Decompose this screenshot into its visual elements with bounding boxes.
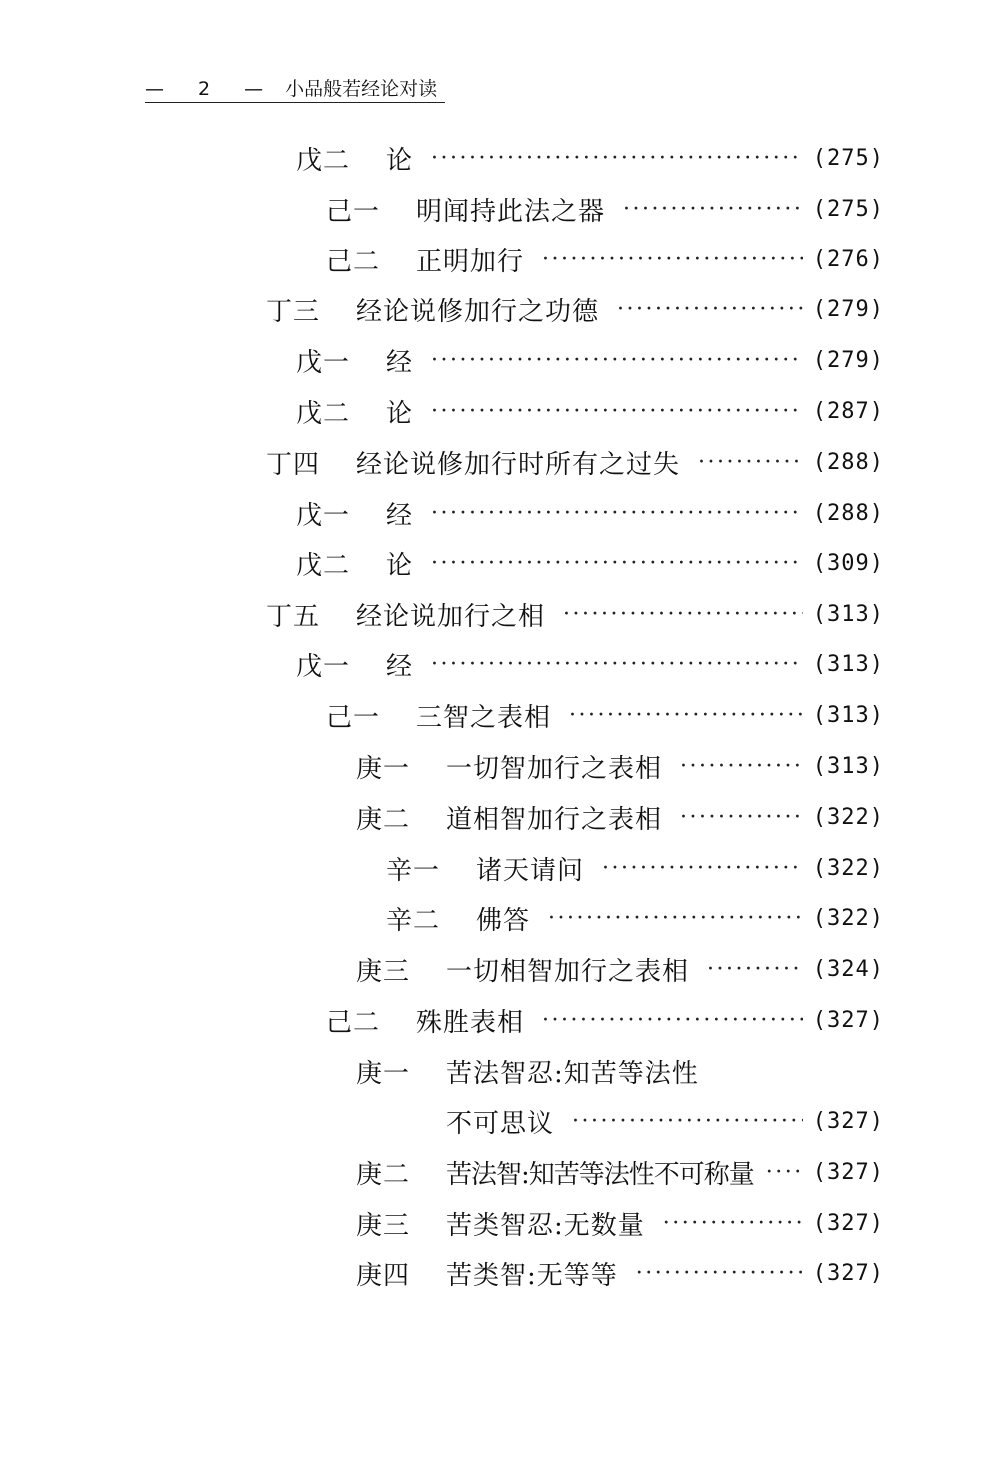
- toc-entry-title: 苦法智:知苦等法性不可称量: [446, 1160, 754, 1190]
- leader-dots: [617, 284, 803, 335]
- toc-entry: [296, 538, 884, 589]
- toc-entry: [356, 1248, 884, 1299]
- toc-entry-label: 庚三: [356, 957, 411, 987]
- leader-dots: [563, 589, 803, 640]
- leader-dots: [542, 234, 803, 285]
- toc-entry-label: 辛一: [386, 856, 441, 886]
- toc-entry: [356, 1198, 884, 1249]
- toc-entry: [356, 1046, 884, 1097]
- leader-dots: [636, 1248, 803, 1299]
- toc-entry: [326, 234, 884, 285]
- toc-entry-page: (276): [812, 247, 884, 272]
- toc-entry-page: (275): [812, 146, 884, 171]
- toc-entry-page: (327): [812, 1160, 884, 1185]
- toc-entry-label: 己一: [326, 703, 381, 733]
- toc-entry-title: 经论说修加行时所有之过失: [356, 450, 681, 480]
- leader-dots: [431, 538, 803, 589]
- toc-entry: [356, 1147, 884, 1198]
- toc-entry-page: (279): [812, 297, 884, 322]
- toc-entry: [296, 133, 884, 184]
- book-title: 小品般若经论对读: [285, 78, 438, 100]
- leader-dots: [569, 690, 803, 741]
- toc-entry-label: 己二: [326, 1008, 381, 1038]
- toc-entry-title: 明闻持此法之器: [416, 197, 606, 227]
- toc-entry-title: 一切智加行之表相: [446, 754, 663, 784]
- toc-entry: [266, 437, 884, 488]
- toc-entry-page: (275): [812, 197, 884, 222]
- toc-entry-title: 道相智加行之表相: [446, 805, 663, 835]
- toc-entry-title: 经: [386, 501, 414, 531]
- toc-entry: [356, 741, 884, 792]
- toc-entry-label: 己二: [326, 247, 381, 277]
- toc-entry-title: 佛答: [476, 906, 531, 936]
- leader-dots: [663, 1198, 803, 1249]
- leader-dots: [707, 944, 803, 995]
- toc-entry-page: (327): [812, 1211, 884, 1236]
- toc-entry-label: 辛二: [386, 906, 441, 936]
- toc-entry-label: 戊二: [296, 551, 351, 581]
- toc-entry: [266, 589, 884, 640]
- leader-dots: [717, 1046, 874, 1097]
- toc-entry: [296, 386, 884, 437]
- leader-dots: [431, 335, 803, 386]
- leader-dots: [431, 488, 803, 539]
- toc-entry: [326, 995, 884, 1046]
- toc-entry-title: 正明加行: [416, 247, 525, 277]
- toc-entry-label: 庚二: [356, 805, 411, 835]
- toc-entry-page: (322): [812, 906, 884, 931]
- leader-dots: [431, 133, 803, 184]
- toc-entry-title: 殊胜表相: [416, 1008, 525, 1038]
- toc-entry-label: 庚一: [356, 754, 411, 784]
- toc-entry-label: 戊二: [296, 399, 351, 429]
- toc-entry-label: 丁三: [266, 297, 321, 327]
- leader-dots: [698, 437, 803, 488]
- toc-entry: [266, 284, 884, 335]
- toc-entry-label: 庚二: [356, 1160, 411, 1190]
- toc-entry-page: (309): [812, 551, 884, 576]
- toc-entry-page: (327): [812, 1261, 884, 1286]
- leader-dots: [572, 1096, 803, 1147]
- leader-dots: [623, 184, 803, 235]
- toc-entry-label: 戊二: [296, 146, 351, 176]
- leader-dots: [680, 792, 803, 843]
- toc-entry-label: 丁四: [266, 450, 321, 480]
- toc-entry-title: 三智之表相: [416, 703, 552, 733]
- toc-entry-label: 己一: [326, 197, 381, 227]
- toc-entry: [356, 792, 884, 843]
- toc-entry-title: 论: [386, 399, 414, 429]
- toc-entry-title: 一切相智加行之表相: [446, 957, 690, 987]
- toc-entry: [296, 639, 884, 690]
- toc-entry-label: 庚三: [356, 1211, 411, 1241]
- toc-entry-title: 诸天请问: [476, 856, 585, 886]
- toc-entry-label: 丁五: [266, 602, 321, 632]
- toc-entry-label: 庚一: [356, 1059, 411, 1089]
- toc-entry-label: 庚四: [356, 1261, 411, 1291]
- toc-entry-label: 戊一: [296, 652, 351, 682]
- leader-dots: [542, 995, 803, 1046]
- toc-entry: [386, 843, 884, 894]
- page-number: — 2 —: [145, 78, 278, 100]
- leader-dots: [680, 741, 803, 792]
- toc-entry: [296, 488, 884, 539]
- toc-entry-page: (287): [812, 399, 884, 424]
- toc-entry-title: 苦类智:无等等: [446, 1261, 618, 1291]
- toc-entry-title: 经论说加行之相: [356, 602, 546, 632]
- toc-entry-title: 经: [386, 652, 414, 682]
- toc-entry-page: (288): [812, 501, 884, 526]
- toc-entry-title: 不可思议: [446, 1109, 555, 1139]
- toc-entry-page: (279): [812, 348, 884, 373]
- toc-entry-title: 经论说修加行之功德: [356, 297, 600, 327]
- toc-entry-title: 苦法智忍:知苦等法性: [446, 1059, 699, 1089]
- toc-entry: [356, 944, 884, 995]
- toc-entry-page: (288): [812, 450, 884, 475]
- toc-entry: [386, 893, 884, 944]
- toc-entry: [326, 690, 884, 741]
- toc-entry-page: (313): [812, 754, 884, 779]
- toc-entry-page: (327): [812, 1109, 884, 1134]
- toc-entry-title: 论: [386, 146, 414, 176]
- leader-dots: [431, 639, 803, 690]
- leader-dots: [766, 1147, 803, 1198]
- page-header: [145, 76, 445, 103]
- toc-entry-page: (324): [812, 957, 884, 982]
- leader-dots: [431, 386, 803, 437]
- toc-entry-page: (327): [812, 1008, 884, 1033]
- toc-entry-title: 论: [386, 551, 414, 581]
- leader-dots: [602, 843, 803, 894]
- toc-entry-label: 戊一: [296, 348, 351, 378]
- toc-entry-page: (322): [812, 856, 884, 881]
- toc-entry-page: (313): [812, 602, 884, 627]
- toc-entry-title: 苦类智忍:无数量: [446, 1211, 645, 1241]
- toc-entry-title: 经: [386, 348, 414, 378]
- toc-entry: [296, 335, 884, 386]
- toc-entry-page: (313): [812, 703, 884, 728]
- toc-entry: [356, 1096, 884, 1147]
- toc-entry: [326, 184, 884, 235]
- toc-entry-page: (313): [812, 652, 884, 677]
- toc-entry-page: (322): [812, 805, 884, 830]
- toc-entry-label: 戊一: [296, 501, 351, 531]
- leader-dots: [548, 893, 803, 944]
